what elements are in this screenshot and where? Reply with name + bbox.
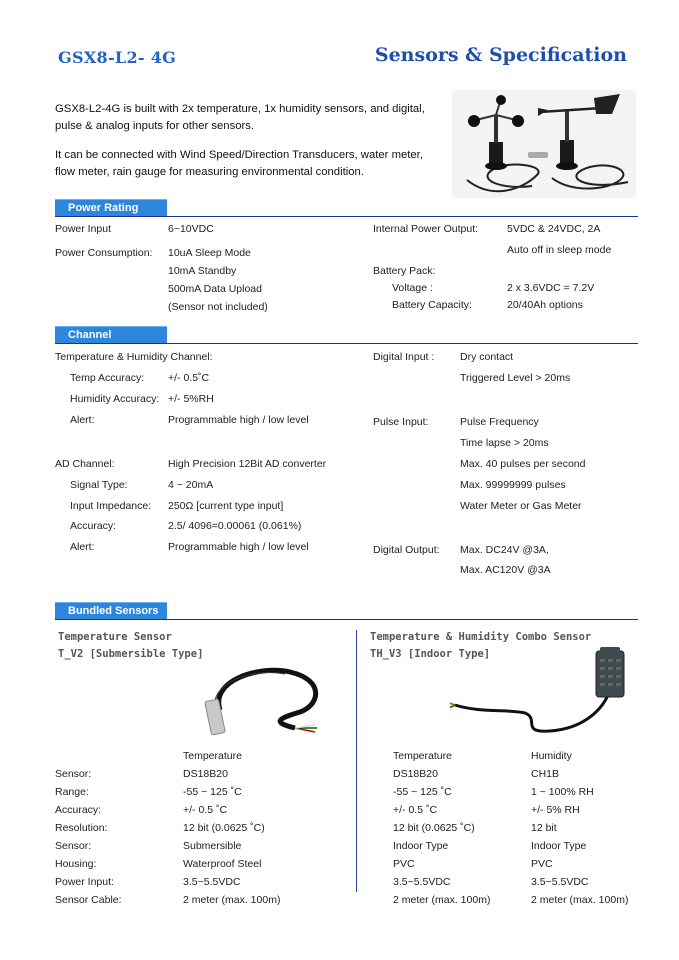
pulse-input-value: Pulse Frequency bbox=[460, 416, 539, 428]
model-name: GSX8-L2- 4G bbox=[58, 48, 177, 67]
combo-sensor-model: TH_V3 [Indoor Type] bbox=[370, 648, 491, 660]
signal-type-label: Signal Type: bbox=[70, 479, 128, 491]
digital-output-label: Digital Output: bbox=[373, 544, 440, 556]
column-header-temperature: Temperature bbox=[183, 750, 242, 762]
spec-row-value: CH1B bbox=[531, 768, 560, 780]
power-consumption-value: 10mA Standby bbox=[168, 265, 237, 277]
alert-label: Alert: bbox=[70, 414, 95, 426]
section-label-power-rating: Power Rating bbox=[55, 199, 167, 216]
power-consumption-value: 500mA Data Upload bbox=[168, 283, 262, 295]
spec-row-value: 2 meter (max. 100m) bbox=[531, 894, 629, 906]
page-title: Sensors & Specification bbox=[374, 44, 627, 66]
spec-row-value: 12 bit (0.0625 ˚C) bbox=[393, 822, 475, 834]
battery-capacity-label: Battery Capacity: bbox=[392, 299, 472, 311]
input-impedance-label: Input Impedance: bbox=[70, 500, 152, 512]
voltage-value: 2 x 3.6VDC = 7.2V bbox=[507, 282, 595, 294]
accuracy-label: Accuracy: bbox=[70, 520, 117, 532]
th-channel-label: Temperature & Humidity Channel: bbox=[55, 351, 213, 363]
temperature-probe-image bbox=[200, 660, 335, 740]
spec-row-label: Sensor Cable: bbox=[55, 894, 122, 906]
signal-type-value: 4 ~ 20mA bbox=[168, 479, 214, 491]
digital-output-value: Max. DC24V @3A, bbox=[460, 544, 549, 556]
spec-row-value: 12 bit (0.0625 ˚C) bbox=[183, 822, 265, 834]
spec-row-value: PVC bbox=[393, 858, 415, 870]
section-label-bundled-sensors: Bundled Sensors bbox=[55, 602, 167, 619]
spec-row-value: Waterproof Steel bbox=[183, 858, 262, 870]
spec-row-value: Submersible bbox=[183, 840, 242, 852]
trigger-level-value: Triggered Level > 20ms bbox=[460, 372, 571, 384]
spec-row-value: 1 ~ 100% RH bbox=[531, 786, 594, 798]
spec-row-label: Resolution: bbox=[55, 822, 108, 834]
section-label-channel: Channel bbox=[55, 326, 167, 343]
intro-paragraph-2: It can be connected with Wind Speed/Direction Transducers, water meter, flow meter, rain gauge for measuring environmental condition. bbox=[55, 149, 423, 178]
spec-row-value: Indoor Type bbox=[531, 840, 587, 852]
spec-row-label: Power Input: bbox=[55, 876, 114, 888]
battery-capacity-value: 20/40Ah options bbox=[507, 299, 583, 311]
spec-row-label: Sensor: bbox=[55, 840, 92, 852]
spec-row-value: 12 bit bbox=[531, 822, 557, 834]
spec-row-value: -55 ~ 125 ˚C bbox=[183, 786, 242, 798]
pulse-input-value: Water Meter or Gas Meter bbox=[460, 500, 582, 512]
spec-row-value: -55 ~ 125 ˚C bbox=[393, 786, 452, 798]
spec-row-value: 3.5~5.5VDC bbox=[393, 876, 451, 888]
digital-output-value: Max. AC120V @3A bbox=[460, 564, 551, 576]
alert-label: Alert: bbox=[70, 541, 95, 553]
spec-row-label: Sensor: bbox=[55, 768, 92, 780]
spec-row-label: Housing: bbox=[55, 858, 97, 870]
column-header-temperature: Temperature bbox=[393, 750, 452, 762]
pulse-input-value: Max. 40 pulses per second bbox=[460, 458, 586, 470]
digital-input-value: Dry contact bbox=[460, 351, 514, 363]
temp-accuracy-label: Temp Accuracy: bbox=[70, 372, 145, 384]
alert-value: Programmable high / low level bbox=[168, 541, 309, 553]
power-input-label: Power Input bbox=[55, 223, 112, 235]
humidity-accuracy-label: Humidity Accuracy: bbox=[70, 393, 160, 405]
spec-row-value: +/- 5% RH bbox=[531, 804, 580, 816]
battery-pack-label: Battery Pack: bbox=[373, 265, 436, 277]
temp-sensor-title: Temperature Sensor bbox=[58, 631, 172, 643]
spec-row-value: DS18B20 bbox=[393, 768, 438, 780]
spec-row-value: PVC bbox=[531, 858, 553, 870]
ad-channel-value: High Precision 12Bit AD converter bbox=[168, 458, 327, 470]
column-header-humidity: Humidity bbox=[531, 750, 572, 762]
section-divider bbox=[55, 216, 638, 217]
pulse-input-label: Pulse Input: bbox=[373, 416, 429, 428]
digital-input-label: Digital Input : bbox=[373, 351, 435, 363]
spec-row-label: Range: bbox=[55, 786, 89, 798]
spec-row-value: +/- 0.5 ˚C bbox=[183, 804, 228, 816]
combo-sensor-image bbox=[450, 643, 630, 738]
accuracy-value: 2.5/ 4096=0.00061 (0.061%) bbox=[168, 520, 302, 532]
wind-sensor-image bbox=[452, 90, 636, 198]
spec-row-value: +/- 0.5 ˚C bbox=[393, 804, 438, 816]
ad-channel-label: AD Channel: bbox=[55, 458, 115, 470]
spec-row-label: Accuracy: bbox=[55, 804, 102, 816]
spec-row-value: 3.5~5.5VDC bbox=[531, 876, 589, 888]
internal-power-note: Auto off in sleep mode bbox=[507, 244, 612, 256]
alert-value: Programmable high / low level bbox=[168, 414, 309, 426]
humidity-accuracy-value: +/- 5%RH bbox=[168, 393, 214, 405]
internal-power-value: 5VDC & 24VDC, 2A bbox=[507, 223, 601, 235]
spec-row-value: 3.5~5.5VDC bbox=[183, 876, 241, 888]
spec-row-value: DS18B20 bbox=[183, 768, 228, 780]
pulse-input-value: Time lapse > 20ms bbox=[460, 437, 549, 449]
section-divider bbox=[55, 619, 638, 620]
temp-sensor-model: T_V2 [Submersible Type] bbox=[58, 648, 204, 660]
intro-paragraph-1: GSX8-L2-4G is built with 2x temperature, 1x humidity sensors, and digital, pulse & analog inputs for other sensors. bbox=[55, 103, 425, 132]
internal-power-label: Internal Power Output: bbox=[373, 223, 479, 235]
power-consumption-value: 10uA Sleep Mode bbox=[168, 247, 251, 259]
combo-sensor-title: Temperature & Humidity Combo Sensor bbox=[370, 631, 592, 643]
spec-row-value: 2 meter (max. 100m) bbox=[183, 894, 281, 906]
spec-row-value: Indoor Type bbox=[393, 840, 449, 852]
spec-row-value: 2 meter (max. 100m) bbox=[393, 894, 491, 906]
column-divider bbox=[356, 630, 357, 892]
section-divider bbox=[55, 343, 638, 344]
power-consumption-value: (Sensor not included) bbox=[168, 301, 268, 313]
temp-accuracy-value: +/- 0.5˚C bbox=[168, 372, 210, 384]
power-consumption-label: Power Consumption: bbox=[55, 247, 153, 259]
pulse-input-value: Max. 99999999 pulses bbox=[460, 479, 566, 491]
power-input-value: 6~10VDC bbox=[168, 223, 214, 235]
input-impedance-value: 250Ω [current type input] bbox=[168, 500, 284, 512]
voltage-label: Voltage : bbox=[392, 282, 433, 294]
